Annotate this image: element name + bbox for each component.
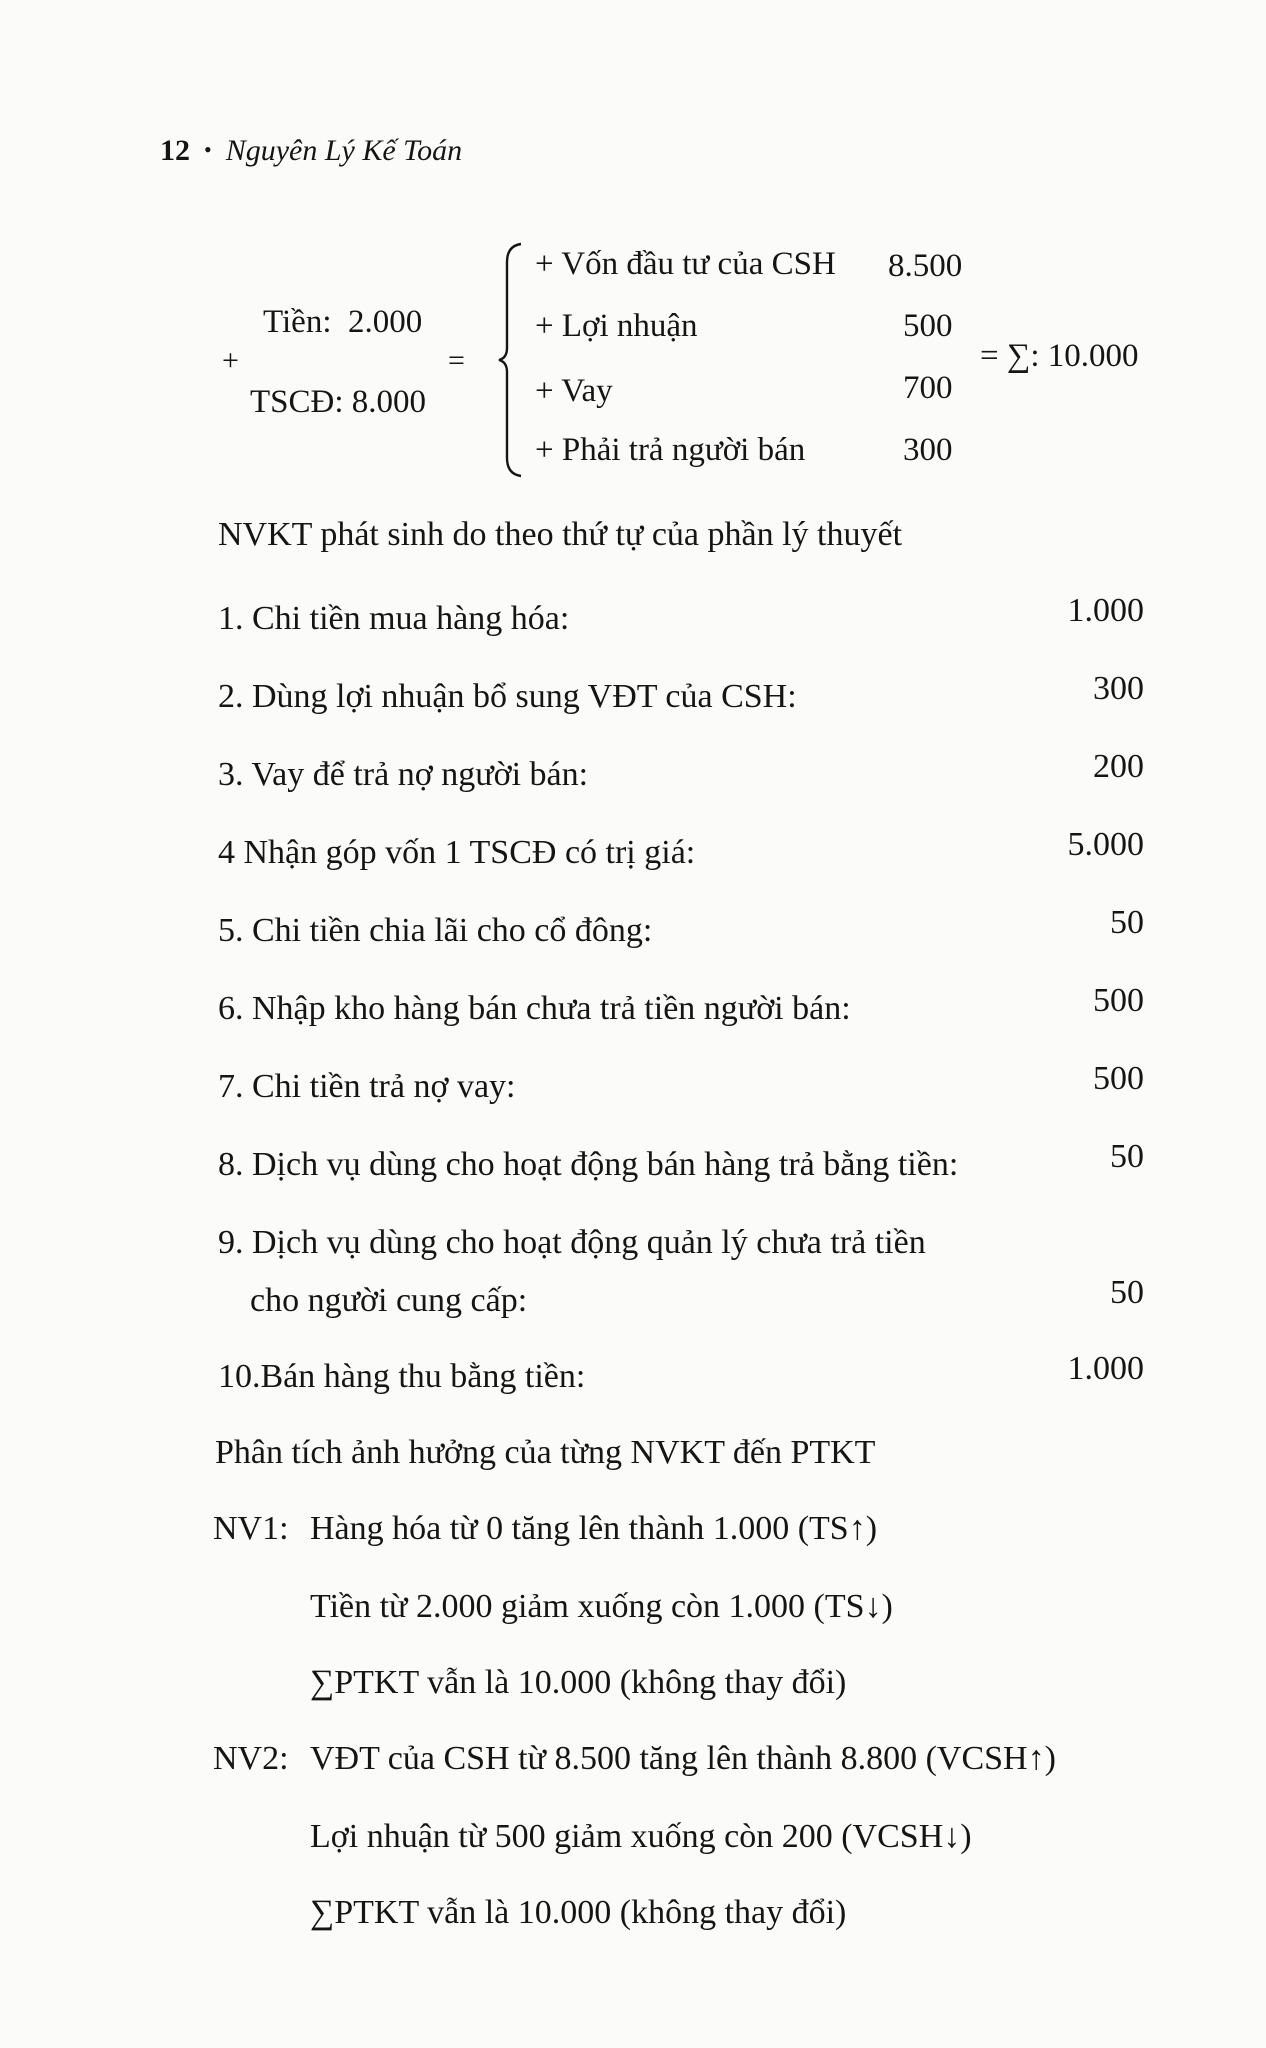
source-profit-value: 500	[903, 308, 953, 344]
transaction-value: 500	[1093, 982, 1144, 1019]
list-item	[218, 826, 1144, 876]
equation-total: = ∑: 10.000	[980, 338, 1139, 374]
transaction-label: 3. Vay để trả nợ người bán:	[218, 756, 589, 793]
list-item	[218, 904, 1144, 954]
source-equity-value: 8.500	[888, 248, 963, 284]
list-item	[218, 1138, 1144, 1188]
asset-cash-name: Tiền:	[263, 304, 332, 340]
list-item	[218, 1060, 1144, 1110]
source-payable-value: 300	[903, 432, 953, 468]
transaction-value: 500	[1093, 1060, 1144, 1097]
analysis-line: ∑PTKT vẫn là 10.000 (không thay đổi)	[310, 1894, 847, 1931]
transaction-label: 9. Dịch vụ dùng cho hoạt động quản lý chưa trả tiền	[218, 1224, 926, 1261]
analysis-line: Lợi nhuận từ 500 giảm xuống còn 200 (VCSH↓)	[310, 1818, 972, 1855]
source-loan-value: 700	[903, 370, 953, 406]
nv-label: NV1:	[213, 1510, 289, 1547]
analysis-line: Hàng hóa từ 0 tăng lên thành 1.000 (TS↑)	[310, 1510, 878, 1547]
asset-fixed-name: TSCĐ:	[250, 384, 344, 420]
transaction-label: 7. Chi tiền trả nợ vay:	[218, 1068, 516, 1105]
left-brace-icon	[495, 240, 525, 480]
transaction-value: 200	[1093, 748, 1144, 785]
transaction-value: 50	[1110, 1274, 1144, 1311]
transaction-label-continued: cho người cung cấp:	[250, 1282, 528, 1319]
transaction-label: 1. Chi tiền mua hàng hóa:	[218, 600, 570, 637]
source-payable: + Phải trả người bán	[535, 432, 806, 468]
list-item	[218, 670, 1144, 720]
nv-label: NV2:	[213, 1740, 289, 1777]
running-header	[160, 136, 462, 166]
transaction-value: 300	[1093, 670, 1144, 707]
transaction-label: 8. Dịch vụ dùng cho hoạt động bán hàng trả bằng tiền:	[218, 1146, 959, 1183]
transaction-label: 2. Dùng lợi nhuận bổ sung VĐT của CSH:	[218, 678, 797, 715]
source-loan: + Vay	[535, 373, 613, 409]
page-number: 12	[160, 134, 190, 167]
analysis-line: ∑PTKT vẫn là 10.000 (không thay đổi)	[310, 1664, 847, 1701]
source-profit: + Lợi nhuận	[535, 308, 698, 344]
asset-cash	[263, 306, 422, 339]
transaction-label: 6. Nhập kho hàng bán chưa trả tiền người bán:	[218, 990, 851, 1027]
transaction-value: 1.000	[1067, 1350, 1144, 1387]
list-item-continued	[218, 1274, 1144, 1324]
analysis-line: VĐT của CSH từ 8.500 tăng lên thành 8.800 (VCSH↑)	[310, 1740, 1056, 1777]
transaction-label: 5. Chi tiền chia lãi cho cổ đông:	[218, 912, 653, 949]
asset-fixed	[250, 386, 426, 419]
analysis-heading: Phân tích ảnh hưởng của từng NVKT đến PTKT	[215, 1434, 876, 1471]
transactions-heading: NVKT phát sinh do theo thứ tự của phần lý thuyết	[218, 516, 903, 553]
equals-sign: =	[448, 344, 465, 377]
source-equity: + Vốn đầu tư của CSH	[535, 246, 836, 282]
asset-cash-value: 2.000	[347, 304, 423, 340]
transaction-value: 50	[1110, 904, 1144, 941]
list-item	[218, 982, 1144, 1032]
transaction-value: 50	[1110, 1138, 1144, 1175]
header-bullet: •	[204, 137, 212, 162]
book-title: Nguyên Lý Kế Toán	[225, 134, 463, 167]
list-item	[218, 1350, 1144, 1400]
transaction-value: 1.000	[1067, 592, 1144, 629]
plus-sign: +	[222, 344, 239, 377]
list-item	[218, 748, 1144, 798]
analysis-line: Tiền từ 2.000 giảm xuống còn 1.000 (TS↓)	[310, 1588, 893, 1625]
list-item	[218, 592, 1144, 642]
transaction-value: 5.000	[1067, 826, 1144, 863]
transaction-label: 10.Bán hàng thu bằng tiền:	[218, 1358, 586, 1395]
asset-fixed-value: 8.000	[351, 384, 427, 420]
transaction-label: 4 Nhận góp vốn 1 TSCĐ có trị giá:	[218, 834, 696, 871]
list-item	[218, 1226, 1144, 1266]
